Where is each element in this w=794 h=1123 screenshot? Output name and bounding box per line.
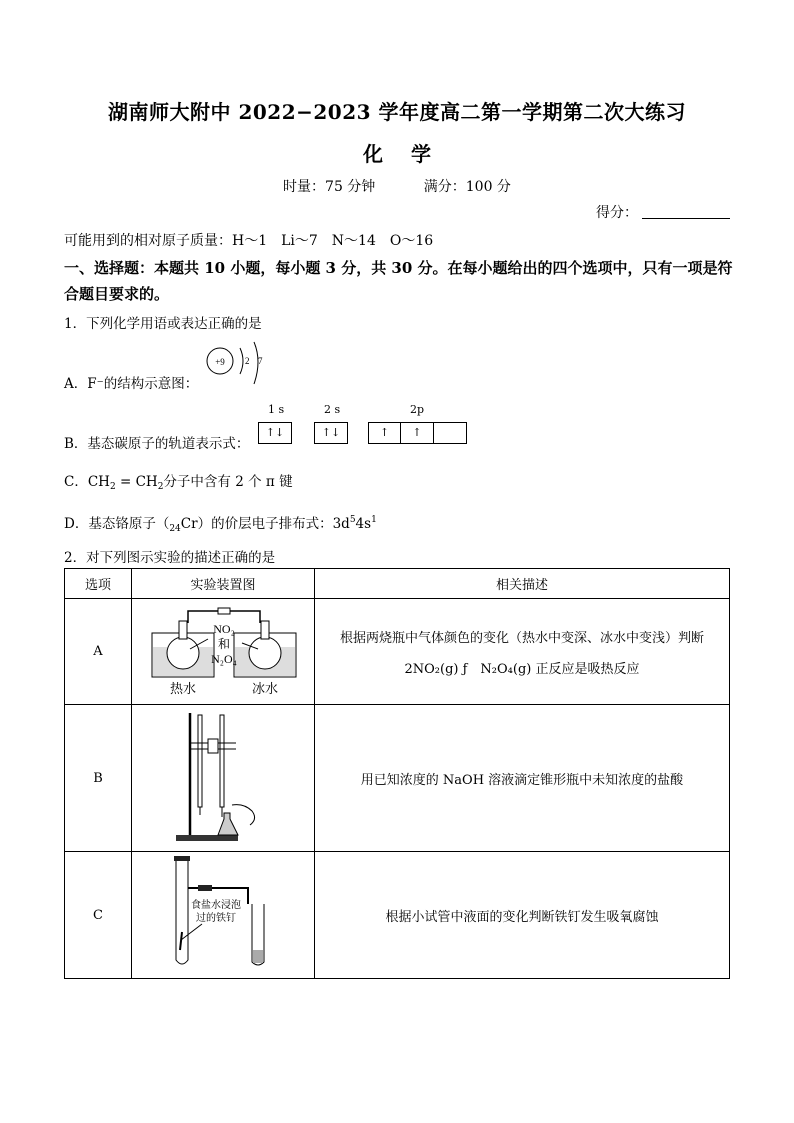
row-description: 根据两烧瓶中气体颜色的变化（热水中变深、冰水中变浅）判断 2NO₂(g) ƒ N₂O₄(g) 正反应是吸热反应 — [315, 599, 730, 705]
orbital-box-2s: ↑↓ — [314, 422, 348, 444]
atomic-masses: 可能用到的相对原子质量：H～1 Li～7 N～14 O～16 — [64, 233, 434, 249]
page-title: 湖南师大附中 2022−2023 学年度高二第一学期第二次大练习 — [107, 100, 686, 124]
table-header-row — [65, 569, 730, 599]
table-row — [65, 852, 730, 979]
q1-option-b: B．基态碳原子的轨道表示式： — [64, 436, 250, 452]
gas-label-n2o4: N₂O₄ — [211, 651, 237, 666]
orbital-box-1s: ↑↓ — [258, 422, 292, 444]
score-label: 得分： — [596, 205, 638, 221]
q2-stem: 2．对下列图示实验的描述正确的是 — [64, 550, 276, 566]
apparatus-cell — [132, 599, 315, 705]
exam-info — [0, 176, 794, 196]
q2-table — [64, 568, 730, 979]
row-option: C — [65, 852, 132, 979]
orbital-label-1s: 1 s — [268, 403, 285, 416]
table-row — [65, 599, 730, 705]
header-apparatus: 实验装置图 — [132, 569, 315, 599]
orbital-label-2p: 2p — [410, 403, 425, 416]
shell-arc-1 — [240, 348, 243, 374]
row-option: B — [65, 705, 132, 852]
q1-option-c: C．$CH_2 = CH_2$分子中含有 2 个 π 键 — [64, 474, 293, 492]
exam-time: 时量：75 分钟 — [283, 179, 376, 195]
exam-full-score: 满分：100 分 — [423, 179, 511, 195]
nucleus-charge: +9 — [215, 357, 225, 367]
row-description: 根据小试管中液面的变化判断铁钉发生吸氧腐蚀 — [315, 852, 730, 979]
flask-equilibrium-diagram — [148, 603, 298, 697]
row-description: 用已知浓度的 NaOH 溶液滴定锥形瓶中未知浓度的盐酸 — [315, 705, 730, 852]
header-description: 相关描述 — [315, 569, 730, 599]
header-option: 选项 — [65, 569, 132, 599]
score-field — [596, 202, 730, 222]
orbital-label-2s: 2 s — [324, 403, 341, 416]
subject-title: 化学 — [363, 142, 459, 166]
iron-nail-corrosion-diagram — [168, 854, 278, 972]
orbital-box-2p: ↑ ↑ — [368, 422, 467, 444]
apparatus-cell — [132, 705, 315, 852]
titration-diagram — [168, 709, 278, 843]
label-nail-line2: 过的铁钉 — [196, 913, 236, 924]
label-hot-water: 热水 — [169, 681, 197, 697]
apparatus-cell — [132, 852, 315, 979]
row-option: A — [65, 599, 132, 705]
label-nail-line1: 食盐水浸泡 — [191, 900, 241, 911]
q1-option-d: D．基态铬原子$(_{24}Cr)$的价层电子排布式：$3d^54s^1$ — [64, 515, 377, 534]
shell-2-count: 7 — [258, 356, 263, 366]
table-row — [65, 705, 730, 852]
q1-option-a: A．F⁻的结构示意图： — [64, 376, 199, 392]
gas-label-and: 和 — [217, 636, 231, 651]
q1-stem: 1．下列化学用语或表达正确的是 — [64, 316, 262, 332]
shell-1-count: 2 — [245, 356, 250, 366]
fluoride-structure-diagram — [200, 340, 280, 390]
label-ice-water: 冰水 — [251, 681, 279, 697]
gas-label-no2: NO₂ — [213, 621, 235, 636]
score-blank[interactable] — [642, 204, 730, 219]
section1-heading: 一、选择题：本题共 10 小题，每小题 3 分，共 30 分。在每小题给出的四个选项中，只有一项是符合题目要求的。 — [64, 259, 733, 303]
